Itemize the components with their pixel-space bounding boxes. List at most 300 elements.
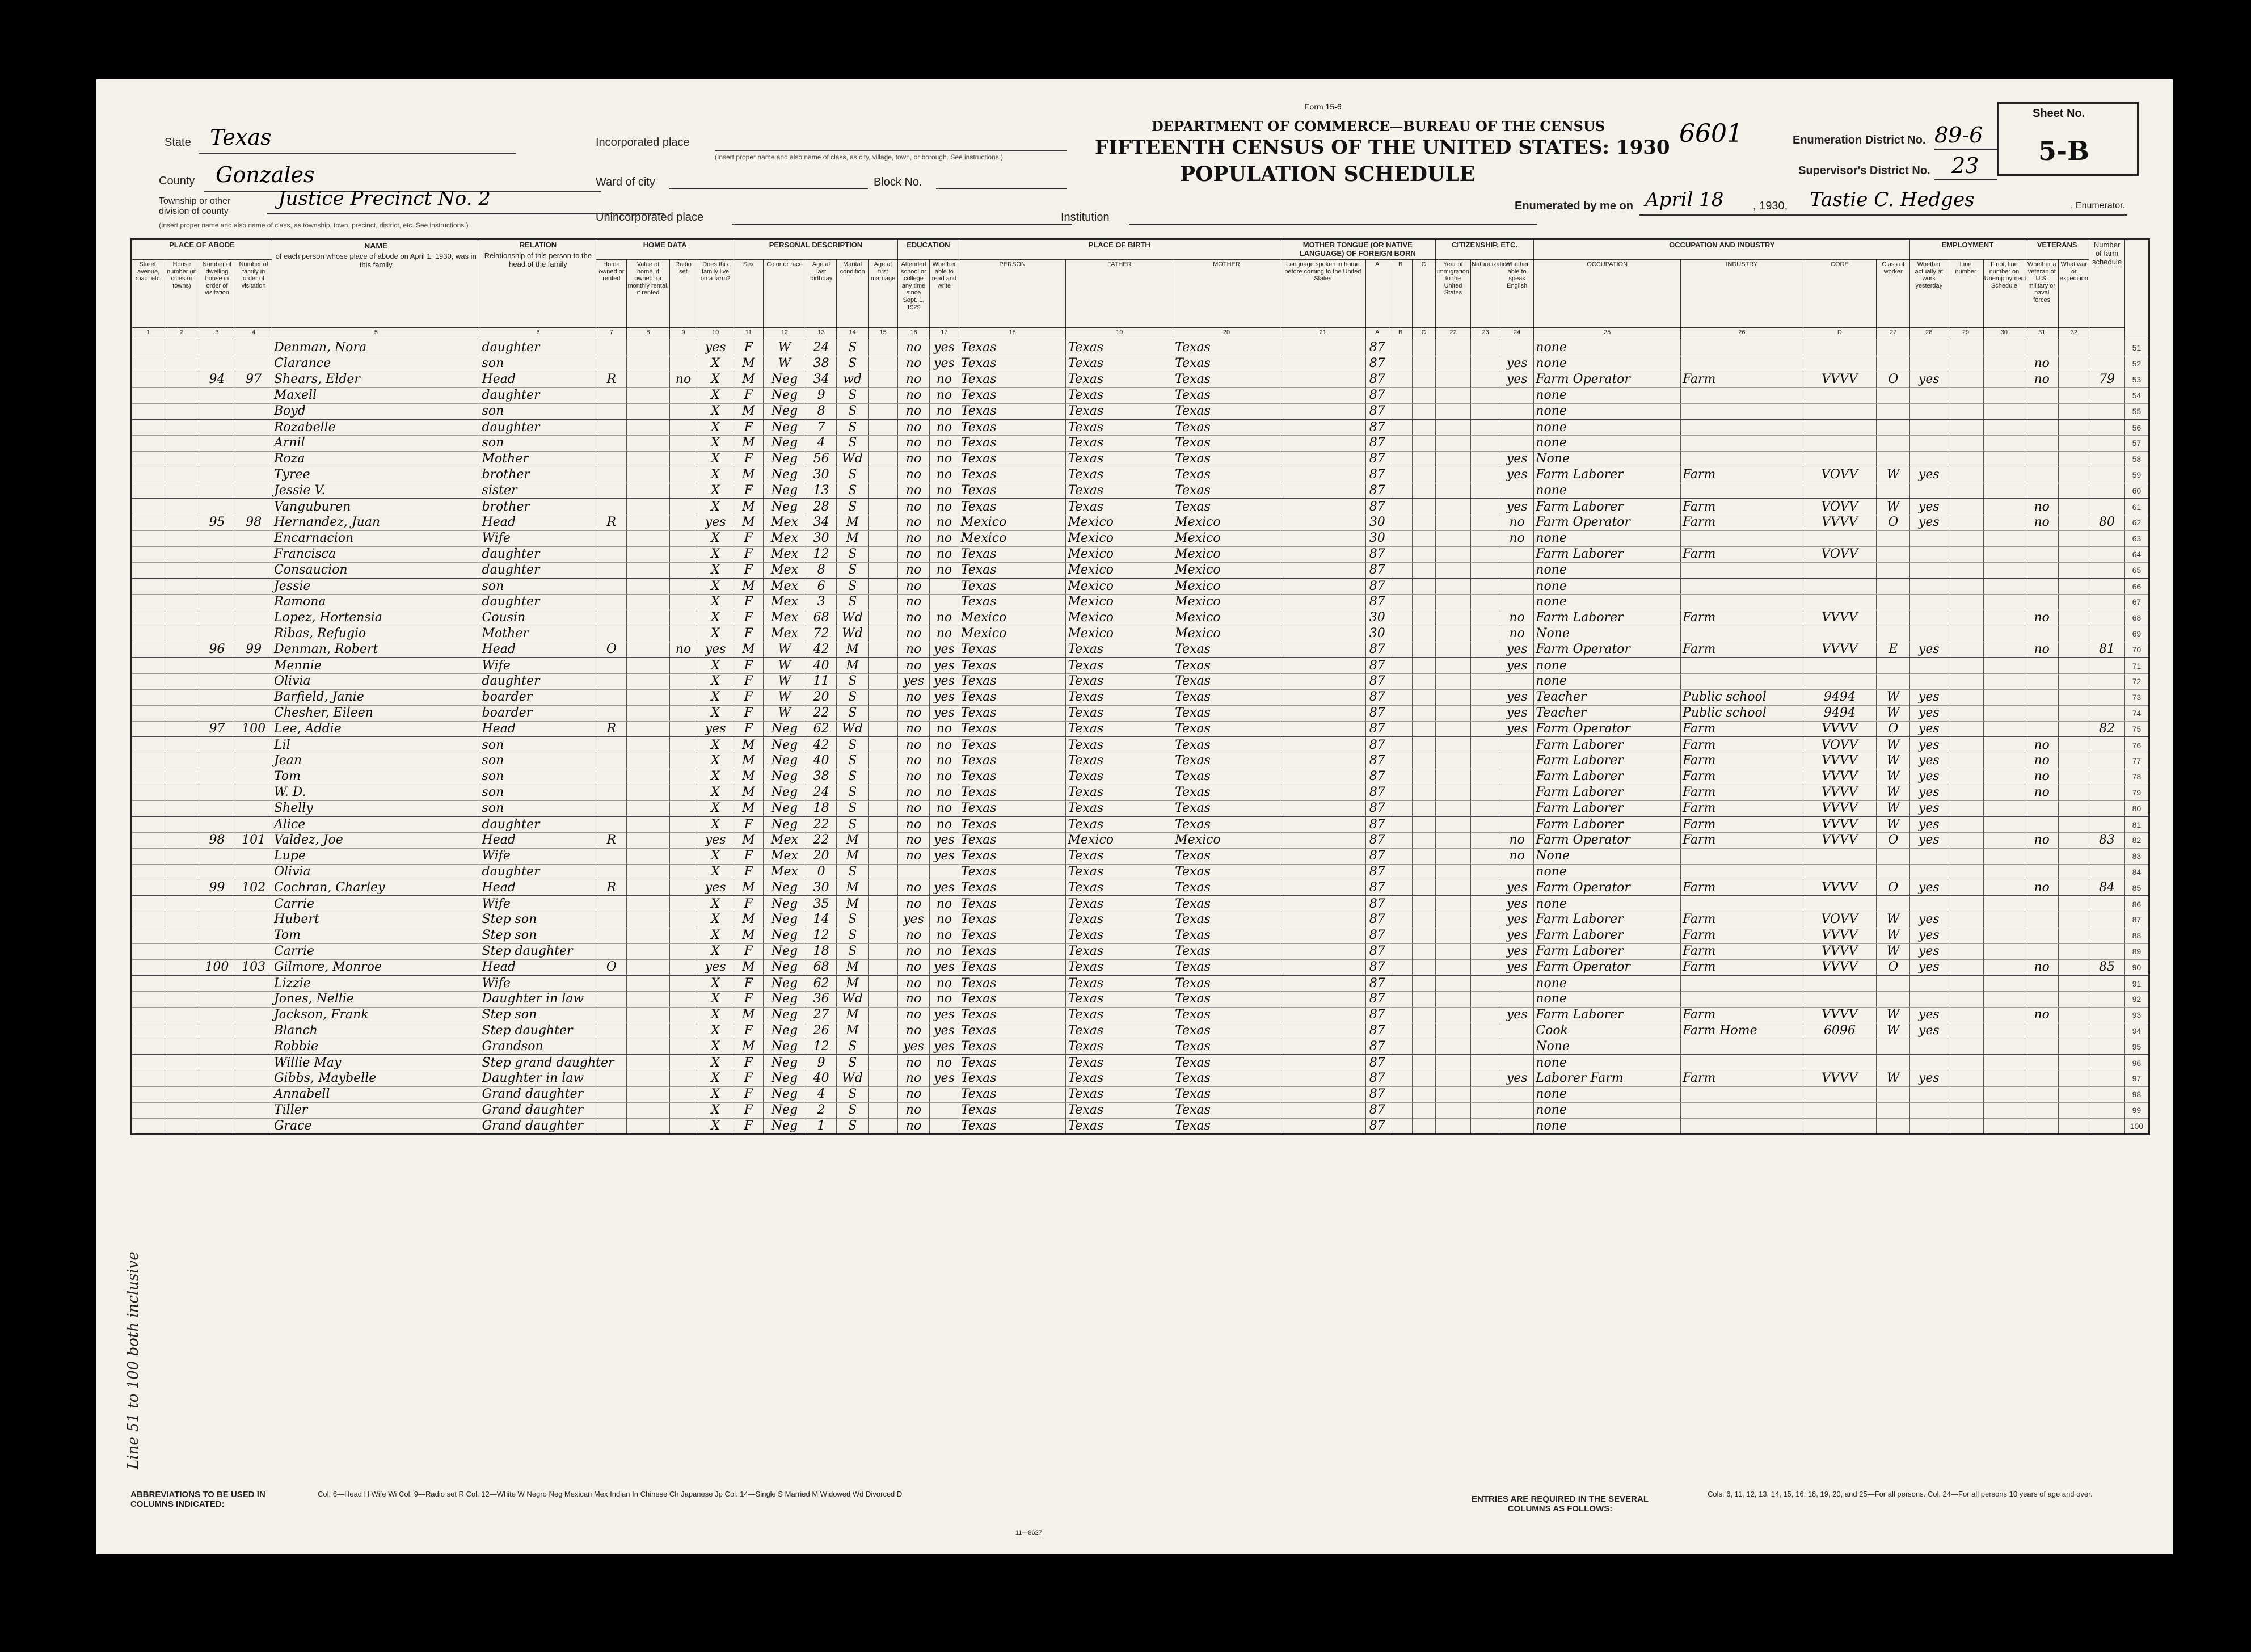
name-cell: W. D. <box>272 785 480 800</box>
owned-cell <box>596 610 627 626</box>
age-cell: 20 <box>806 689 837 705</box>
family-cell <box>235 483 272 499</box>
farm-cell: X <box>697 467 734 483</box>
language-cell <box>1280 610 1365 626</box>
age-married-cell <box>869 991 898 1007</box>
industry-cell <box>1681 419 1803 435</box>
father-birthplace-cell: Texas <box>1066 991 1173 1007</box>
dwelling-cell <box>199 1086 235 1102</box>
house-cell <box>165 880 199 896</box>
unincorporated-label: Unincorporated place <box>596 211 704 224</box>
street-cell <box>132 467 165 483</box>
dwelling-cell <box>199 975 235 991</box>
age-married-cell <box>869 705 898 721</box>
line-number: 70 <box>2124 642 2149 658</box>
war-cell <box>2059 451 2089 467</box>
school-cell: no <box>897 816 929 832</box>
dwelling-cell <box>199 753 235 769</box>
column-number: 24 <box>1500 327 1534 340</box>
sex-cell: M <box>734 737 764 753</box>
relation-cell: brother <box>480 499 596 515</box>
radio-cell <box>669 753 697 769</box>
age-cell: 22 <box>806 705 837 721</box>
color-cell: Neg <box>763 928 806 943</box>
age-married-cell <box>869 864 898 880</box>
radio-cell <box>669 705 697 721</box>
line-number: 52 <box>2124 356 2149 372</box>
table-row <box>132 530 2149 546</box>
birthplace-cell: Texas <box>959 737 1066 753</box>
mother-birthplace-cell: Texas <box>1173 943 1280 959</box>
street-cell <box>132 578 165 594</box>
unemployment-cell <box>1983 959 2025 975</box>
english-cell: no <box>1500 626 1534 642</box>
color-cell: Neg <box>763 372 806 387</box>
marital-cell: S <box>837 483 869 499</box>
industry-cell <box>1681 673 1803 689</box>
relation-cell: Head <box>480 832 596 848</box>
birthplace-cell: Mexico <box>959 515 1066 530</box>
owned-cell <box>596 848 627 864</box>
class-cell <box>1877 578 1910 594</box>
naturalization-cell <box>1471 896 1500 912</box>
family-cell <box>235 387 272 403</box>
head-owned: Home owned or rented <box>596 259 627 327</box>
language-cell <box>1280 943 1365 959</box>
occupation-code-cell <box>1803 340 1876 356</box>
code-a-cell: 87 <box>1365 387 1389 403</box>
occupation-code-cell <box>1803 451 1876 467</box>
marital-cell: M <box>837 896 869 912</box>
marital-cell: Wd <box>837 451 869 467</box>
line-cell <box>1948 1086 1984 1102</box>
occupation-code-cell: VOVV <box>1803 737 1876 753</box>
line-number: 82 <box>2124 832 2149 848</box>
sex-cell: F <box>734 991 764 1007</box>
relation-cell: Wife <box>480 530 596 546</box>
industry-cell <box>1681 403 1803 419</box>
naturalization-cell <box>1471 356 1500 372</box>
school-cell: no <box>897 610 929 626</box>
veteran-cell <box>2025 1102 2059 1118</box>
dwelling-cell <box>199 705 235 721</box>
unemployment-cell <box>1983 673 2025 689</box>
family-cell <box>235 578 272 594</box>
radio-cell <box>669 546 697 562</box>
occupation-cell: none <box>1534 658 1681 673</box>
head-industry: INDUSTRY <box>1681 259 1803 327</box>
mother-birthplace-cell: Mexico <box>1173 562 1280 578</box>
class-cell <box>1877 626 1910 642</box>
code-b-cell <box>1389 800 1412 816</box>
war-cell <box>2059 896 2089 912</box>
family-cell <box>235 1007 272 1023</box>
dwelling-cell <box>199 1102 235 1118</box>
immigration-cell <box>1435 642 1471 658</box>
marital-cell: M <box>837 975 869 991</box>
immigration-cell <box>1435 753 1471 769</box>
owned-cell <box>596 769 627 785</box>
line-number: 67 <box>2124 594 2149 610</box>
age-cell: 0 <box>806 864 837 880</box>
color-cell: Neg <box>763 1086 806 1102</box>
industry-cell: Public school <box>1681 705 1803 721</box>
line-cell <box>1948 991 1984 1007</box>
code-a-cell: 87 <box>1365 1055 1389 1071</box>
family-cell <box>235 769 272 785</box>
age-married-cell <box>869 912 898 928</box>
immigration-cell <box>1435 578 1471 594</box>
war-cell <box>2059 1007 2089 1023</box>
line-number: 99 <box>2124 1102 2149 1118</box>
immigration-cell <box>1435 673 1471 689</box>
family-cell <box>235 912 272 928</box>
farm-cell: X <box>697 546 734 562</box>
naturalization-cell <box>1471 372 1500 387</box>
farm-cell: X <box>697 785 734 800</box>
language-cell <box>1280 387 1365 403</box>
table-row <box>132 403 2149 419</box>
head-code: CODE <box>1803 259 1876 327</box>
mother-birthplace-cell: Texas <box>1173 991 1280 1007</box>
relation-cell: Step grand daughter <box>480 1055 596 1071</box>
radio-cell <box>669 562 697 578</box>
color-cell: Neg <box>763 800 806 816</box>
occupation-cell: none <box>1534 1118 1681 1134</box>
name-cell: Tyree <box>272 467 480 483</box>
age-married-cell <box>869 530 898 546</box>
code-c-cell <box>1412 483 1435 499</box>
unemployment-cell <box>1983 594 2025 610</box>
table-row <box>132 1071 2149 1086</box>
mother-birthplace-cell: Texas <box>1173 419 1280 435</box>
owned-cell <box>596 594 627 610</box>
line-cell <box>1948 626 1984 642</box>
war-cell <box>2059 356 2089 372</box>
enum-date: April 18 <box>1645 188 1724 211</box>
family-cell <box>235 1055 272 1071</box>
owned-cell <box>596 499 627 515</box>
english-cell <box>1500 1039 1534 1055</box>
english-cell: no <box>1500 515 1534 530</box>
unemployment-cell <box>1983 912 2025 928</box>
sd-line <box>1934 179 1997 180</box>
naturalization-cell <box>1471 832 1500 848</box>
line-number: 74 <box>2124 705 2149 721</box>
at-work-cell <box>1910 896 1948 912</box>
industry-cell <box>1681 1086 1803 1102</box>
mother-birthplace-cell: Texas <box>1173 673 1280 689</box>
immigration-cell <box>1435 356 1471 372</box>
street-cell <box>132 689 165 705</box>
naturalization-cell <box>1471 1086 1500 1102</box>
unemployment-cell <box>1983 515 2025 530</box>
color-cell: Neg <box>763 1118 806 1134</box>
war-cell <box>2059 737 2089 753</box>
farm-cell: X <box>697 594 734 610</box>
name-cell: Roza <box>272 451 480 467</box>
industry-cell <box>1681 626 1803 642</box>
name-cell: Mennie <box>272 658 480 673</box>
occupation-code-cell <box>1803 530 1876 546</box>
war-cell <box>2059 372 2089 387</box>
relation-cell: Head <box>480 721 596 737</box>
school-cell: no <box>897 594 929 610</box>
age-cell: 8 <box>806 403 837 419</box>
class-cell: W <box>1877 705 1910 721</box>
occupation-code-cell <box>1803 403 1876 419</box>
code-c-cell <box>1412 816 1435 832</box>
code-b-cell <box>1389 1086 1412 1102</box>
father-birthplace-cell: Texas <box>1066 403 1173 419</box>
house-cell <box>165 689 199 705</box>
class-cell <box>1877 673 1910 689</box>
class-cell: W <box>1877 1023 1910 1039</box>
code-a-cell: 87 <box>1365 959 1389 975</box>
dwelling-cell <box>199 594 235 610</box>
relation-cell: Mother <box>480 626 596 642</box>
name-cell: Lizzie <box>272 975 480 991</box>
father-birthplace-cell: Texas <box>1066 1039 1173 1055</box>
mother-birthplace-cell: Texas <box>1173 689 1280 705</box>
sex-cell: F <box>734 610 764 626</box>
value-cell <box>627 499 669 515</box>
at-work-cell: yes <box>1910 912 1948 928</box>
at-work-cell: yes <box>1910 816 1948 832</box>
naturalization-cell <box>1471 594 1500 610</box>
read-cell: no <box>930 467 959 483</box>
farm-schedule-cell <box>2089 483 2125 499</box>
occupation-cell: none <box>1534 594 1681 610</box>
farm-cell: X <box>697 658 734 673</box>
class-cell <box>1877 1102 1910 1118</box>
code-a-cell: 87 <box>1365 816 1389 832</box>
farm-schedule-cell <box>2089 1086 2125 1102</box>
industry-cell: Farm <box>1681 816 1803 832</box>
code-c-cell <box>1412 356 1435 372</box>
line-cell <box>1948 896 1984 912</box>
table-row <box>132 785 2149 800</box>
enumerator-name: Tastie C. Hedges <box>1810 188 1975 211</box>
age-married-cell <box>869 499 898 515</box>
mother-birthplace-cell: Texas <box>1173 769 1280 785</box>
code-a-cell: 30 <box>1365 530 1389 546</box>
sex-cell: M <box>734 372 764 387</box>
column-number: 13 <box>806 327 837 340</box>
age-cell: 22 <box>806 832 837 848</box>
code-c-cell <box>1412 737 1435 753</box>
column-number: 17 <box>930 327 959 340</box>
veteran-cell <box>2025 387 2059 403</box>
ed-label: Enumeration District No. <box>1793 134 1926 146</box>
family-cell: 102 <box>235 880 272 896</box>
at-work-cell <box>1910 1118 1948 1134</box>
read-cell <box>930 1086 959 1102</box>
occupation-code-cell <box>1803 356 1876 372</box>
color-cell: Mex <box>763 848 806 864</box>
at-work-cell: yes <box>1910 642 1948 658</box>
name-cell: Boyd <box>272 403 480 419</box>
sex-cell: F <box>734 673 764 689</box>
owned-cell <box>596 673 627 689</box>
owned-cell <box>596 356 627 372</box>
dwelling-cell <box>199 546 235 562</box>
column-number: 5 <box>272 327 480 340</box>
owned-cell: R <box>596 832 627 848</box>
head-immigration: Year of immigration to the United States <box>1435 259 1471 327</box>
read-cell: no <box>930 372 959 387</box>
language-cell <box>1280 880 1365 896</box>
school-cell: no <box>897 483 929 499</box>
occupation-code-cell <box>1803 1118 1876 1134</box>
color-cell: W <box>763 356 806 372</box>
birthplace-cell: Texas <box>959 705 1066 721</box>
farm-schedule-cell <box>2089 705 2125 721</box>
class-cell: W <box>1877 769 1910 785</box>
at-work-cell: yes <box>1910 737 1948 753</box>
house-cell <box>165 721 199 737</box>
relation-cell: daughter <box>480 673 596 689</box>
occupation-code-cell: VVVV <box>1803 610 1876 626</box>
read-cell: no <box>930 626 959 642</box>
value-cell <box>627 610 669 626</box>
code-c-cell <box>1412 626 1435 642</box>
sex-cell: F <box>734 864 764 880</box>
english-cell <box>1500 340 1534 356</box>
at-work-cell: yes <box>1910 721 1948 737</box>
table-row <box>132 689 2149 705</box>
language-cell <box>1280 1039 1365 1055</box>
farm-cell: yes <box>697 959 734 975</box>
marital-cell: S <box>837 800 869 816</box>
relation-cell: brother <box>480 467 596 483</box>
abbreviations-title: ABBREVIATIONS TO BE USED IN COLUMNS INDICATED: <box>130 1490 265 1509</box>
war-cell <box>2059 1102 2089 1118</box>
class-cell: W <box>1877 785 1910 800</box>
language-cell <box>1280 594 1365 610</box>
sex-cell: M <box>734 403 764 419</box>
relation-cell: son <box>480 435 596 451</box>
unemployment-cell <box>1983 642 2025 658</box>
read-cell: no <box>930 499 959 515</box>
father-birthplace-cell: Texas <box>1066 864 1173 880</box>
head-dwelling: Number of dwelling house in order of visitation <box>199 259 235 327</box>
immigration-cell <box>1435 467 1471 483</box>
birthplace-cell: Texas <box>959 800 1066 816</box>
value-cell <box>627 387 669 403</box>
code-b-cell <box>1389 991 1412 1007</box>
age-married-cell <box>869 594 898 610</box>
house-cell <box>165 642 199 658</box>
code-b-cell <box>1389 435 1412 451</box>
table-row <box>132 832 2149 848</box>
owned-cell <box>596 785 627 800</box>
age-cell: 62 <box>806 975 837 991</box>
marital-cell: S <box>837 1055 869 1071</box>
line-cell <box>1948 848 1984 864</box>
marital-cell: S <box>837 785 869 800</box>
farm-schedule-cell <box>2089 943 2125 959</box>
radio-cell <box>669 848 697 864</box>
industry-cell: Farm <box>1681 546 1803 562</box>
english-cell: no <box>1500 610 1534 626</box>
owned-cell <box>596 1118 627 1134</box>
unemployment-cell <box>1983 800 2025 816</box>
at-work-cell <box>1910 975 1948 991</box>
table-row <box>132 515 2149 530</box>
radio-cell <box>669 1007 697 1023</box>
name-cell: Jessie <box>272 578 480 594</box>
code-c-cell <box>1412 515 1435 530</box>
occupation-code-cell: VVVV <box>1803 642 1876 658</box>
veteran-cell: no <box>2025 642 2059 658</box>
column-number: 4 <box>235 327 272 340</box>
line-number: 83 <box>2124 848 2149 864</box>
farm-schedule-cell <box>2089 658 2125 673</box>
class-cell: E <box>1877 642 1910 658</box>
naturalization-cell <box>1471 991 1500 1007</box>
street-cell <box>132 356 165 372</box>
radio-cell <box>669 387 697 403</box>
age-married-cell <box>869 626 898 642</box>
radio-cell <box>669 832 697 848</box>
family-cell: 98 <box>235 515 272 530</box>
column-number: 30 <box>1983 327 2025 340</box>
line-number: 98 <box>2124 1086 2149 1102</box>
value-cell <box>627 689 669 705</box>
color-cell: Neg <box>763 737 806 753</box>
marital-cell: Wd <box>837 721 869 737</box>
age-married-cell <box>869 800 898 816</box>
house-cell <box>165 1039 199 1055</box>
naturalization-cell <box>1471 1071 1500 1086</box>
marital-cell: wd <box>837 372 869 387</box>
table-row <box>132 912 2149 928</box>
at-work-cell: yes <box>1910 467 1948 483</box>
at-work-cell: yes <box>1910 785 1948 800</box>
form-number: Form 15-6 <box>1305 102 1342 111</box>
enumerated-label: Enumerated by me on <box>1515 200 1633 212</box>
farm-schedule-cell <box>2089 1118 2125 1134</box>
school-cell: no <box>897 403 929 419</box>
farm-schedule-cell <box>2089 578 2125 594</box>
language-cell <box>1280 912 1365 928</box>
house-cell <box>165 928 199 943</box>
mother-birthplace-cell: Texas <box>1173 705 1280 721</box>
age-cell: 56 <box>806 451 837 467</box>
code-a-cell: 87 <box>1365 800 1389 816</box>
occupation-code-cell <box>1803 387 1876 403</box>
head-line: Line number <box>1948 259 1984 327</box>
occupation-cell: Farm Laborer <box>1534 816 1681 832</box>
code-c-cell <box>1412 848 1435 864</box>
code-b-cell <box>1389 610 1412 626</box>
war-cell <box>2059 689 2089 705</box>
column-number: D <box>1803 327 1876 340</box>
unemployment-cell <box>1983 721 2025 737</box>
farm-cell: X <box>697 372 734 387</box>
family-cell <box>235 848 272 864</box>
family-cell <box>235 1086 272 1102</box>
veteran-cell: no <box>2025 880 2059 896</box>
line-cell <box>1948 403 1984 419</box>
sex-cell: F <box>734 1118 764 1134</box>
radio-cell <box>669 816 697 832</box>
marital-cell: M <box>837 848 869 864</box>
occupation-cell: none <box>1534 991 1681 1007</box>
dwelling-cell <box>199 689 235 705</box>
farm-cell: X <box>697 483 734 499</box>
